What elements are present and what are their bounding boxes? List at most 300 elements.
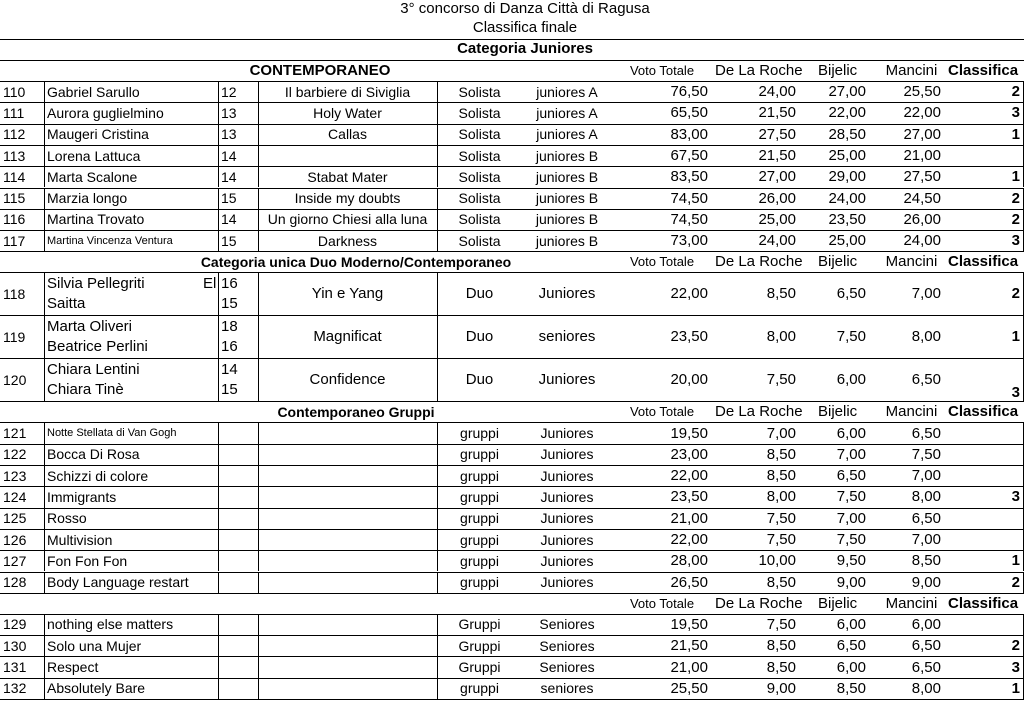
column-header-total: Voto Totale (629, 404, 695, 420)
entry-number: 110 (3, 83, 26, 100)
column-header-rank: Classifica (948, 594, 1019, 612)
entry-category: juniores B (535, 211, 599, 228)
table-row (0, 486, 1024, 507)
table-row (0, 401, 1024, 422)
entry-type: Solista (458, 83, 501, 100)
entry-name: Martina Trovato (47, 211, 145, 228)
piece-title (258, 145, 437, 166)
entry-type: gruppi (460, 552, 499, 569)
judge2-score: 27,00 (828, 83, 866, 101)
final-rank (945, 508, 1024, 529)
judge3-score: 8,50 (911, 552, 941, 570)
column-header-judge2: Bijelic (818, 253, 858, 271)
judge1-score: 8,50 (766, 573, 796, 591)
dancer-name: Silvia Pellegriti (47, 274, 145, 292)
entry-category: juniores B (535, 232, 599, 249)
entry-type: gruppi (460, 425, 499, 442)
total-score: 22,00 (670, 467, 708, 485)
dancer-age (218, 444, 258, 465)
dancer-names (44, 272, 218, 315)
piece-title (258, 444, 437, 465)
judge1-score: 21,50 (758, 104, 796, 122)
final-rank (945, 465, 1024, 486)
entry-type: Solista (458, 168, 501, 185)
piece-title (258, 508, 437, 529)
judge2-score: 7,50 (836, 531, 866, 549)
piece-title (258, 614, 437, 635)
entry-number: 119 (3, 328, 26, 345)
piece-title (258, 635, 437, 656)
entry-name: Gabriel Sarullo (47, 83, 140, 100)
judge1-score: 7,00 (766, 424, 796, 442)
column-header-total: Voto Totale (629, 63, 695, 78)
column-header-judge1: De La Roche (715, 253, 803, 271)
judge3-score: 7,00 (911, 531, 941, 549)
judge2-score: 6,50 (836, 285, 866, 303)
column-header-judge2: Bijelic (818, 62, 858, 79)
dancer-age: 14 (221, 360, 238, 378)
entry-number: 126 (3, 531, 27, 548)
column-header-judge2: Bijelic (818, 594, 858, 612)
dancer-age (218, 529, 258, 550)
entry-category: seniores (538, 328, 596, 346)
judge1-score: 8,50 (766, 637, 796, 655)
column-header-judge3: Mancini (885, 594, 938, 612)
entry-number: 127 (3, 552, 27, 569)
entry-number: 113 (3, 147, 26, 164)
entry-number: 131 (3, 659, 27, 676)
entry-category: Juniores (540, 446, 594, 463)
dancer-age: 14 (221, 168, 237, 185)
final-rank (945, 614, 1024, 635)
entry-name: nothing else matters (47, 616, 174, 633)
final-rank (945, 422, 1024, 443)
judge1-score: 26,00 (758, 189, 796, 207)
table-row (0, 678, 1024, 699)
entry-type: gruppi (460, 574, 499, 591)
entry-type: Duo (465, 285, 494, 303)
entry-type: Solista (458, 190, 501, 207)
entry-number: 125 (3, 510, 27, 527)
table-row (0, 635, 1024, 656)
final-rank: 2 (1011, 573, 1020, 591)
total-score: 21,00 (670, 509, 708, 527)
entry-name: Aurora guglielmino (47, 104, 164, 121)
entry-type: gruppi (460, 531, 499, 548)
category-title: Categoria Juniores (457, 40, 593, 57)
dancer-age: 13 (221, 104, 237, 121)
table-row (0, 550, 1024, 571)
judge2-score: 9,00 (836, 573, 866, 591)
piece-title: Un giorno Chiesi alla luna (267, 211, 428, 228)
judge3-score: 8,00 (911, 488, 941, 506)
column-header-rank: Classifica (948, 62, 1019, 79)
final-rank: 2 (1011, 210, 1020, 228)
section-title: Contemporaneo Gruppi (277, 403, 435, 420)
name-overflow: El (203, 274, 217, 292)
entry-category: Seniores (539, 616, 595, 633)
entry-category: juniores B (535, 147, 599, 164)
dancer-names (44, 358, 218, 401)
judge2-score: 7,50 (836, 328, 866, 346)
table-row (0, 358, 1024, 401)
judge2-score: 23,50 (828, 210, 866, 228)
entry-category: Juniores (540, 510, 594, 527)
dancer-age: 15 (221, 294, 238, 312)
entry-category: juniores B (535, 168, 599, 185)
column-header-judge1: De La Roche (715, 403, 803, 421)
entry-type: Duo (465, 371, 494, 389)
entry-category: Juniores (540, 531, 594, 548)
entry-category: seniores (540, 680, 594, 697)
dancer-age (218, 508, 258, 529)
judge1-score: 8,00 (766, 488, 796, 506)
dancer-age: 15 (221, 190, 237, 207)
judge2-score: 25,00 (828, 147, 866, 165)
piece-title: Il barbiere di Siviglia (284, 83, 411, 100)
entry-type: gruppi (460, 510, 499, 527)
entry-name: Marta Scalone (47, 168, 138, 185)
entry-number: 130 (3, 637, 27, 654)
document-subtitle: Classifica finale (472, 19, 578, 36)
piece-title: Holy Water (313, 104, 382, 121)
piece-title (258, 550, 437, 571)
entry-name: Rosso (47, 510, 87, 527)
judge1-score: 21,50 (758, 147, 796, 165)
entry-number: 132 (3, 680, 27, 697)
column-header-total: Voto Totale (629, 254, 695, 270)
table-row (0, 145, 1024, 166)
entry-number: 114 (3, 168, 26, 185)
judge1-score: 25,00 (758, 210, 796, 228)
judge1-score: 8,50 (766, 445, 796, 463)
total-score: 83,00 (670, 125, 708, 143)
judge3-score: 6,50 (911, 509, 941, 527)
table-row (0, 422, 1024, 443)
piece-title: Inside my doubts (294, 190, 401, 207)
piece-title: Confidence (309, 371, 386, 389)
judge2-score: 6,50 (836, 467, 866, 485)
judge1-score: 9,00 (766, 679, 796, 697)
piece-title: Yin e Yang (311, 285, 384, 303)
column-header-judge2: Bijelic (818, 403, 858, 421)
judge3-score: 6,50 (911, 637, 941, 655)
judge2-score: 22,00 (828, 104, 866, 122)
dancer-names (44, 315, 218, 358)
judge2-score: 24,00 (828, 189, 866, 207)
total-score: 67,50 (670, 147, 708, 165)
final-rank: 3 (1011, 384, 1020, 402)
entry-number: 122 (3, 446, 27, 463)
table-row (0, 465, 1024, 486)
judge3-score: 9,00 (911, 573, 941, 591)
entry-name: Lorena Lattuca (47, 147, 141, 164)
table-row (0, 230, 1024, 251)
judge3-score: 6,50 (911, 371, 941, 389)
entry-type: Solista (458, 211, 501, 228)
row-border (0, 699, 1024, 700)
judge3-score: 26,00 (903, 210, 941, 228)
table-row (0, 529, 1024, 550)
judge3-score: 7,50 (911, 445, 941, 463)
total-score: 20,00 (670, 371, 708, 389)
final-rank: 1 (1011, 168, 1020, 186)
final-rank: 1 (1011, 125, 1020, 143)
judge1-score: 7,50 (766, 371, 796, 389)
total-score: 83,50 (670, 168, 708, 186)
judge2-score: 28,50 (828, 125, 866, 143)
table-row (0, 656, 1024, 677)
table-row (0, 81, 1024, 102)
final-rank: 2 (1011, 189, 1020, 207)
judge2-score: 6,00 (836, 371, 866, 389)
entry-category: Seniores (539, 637, 595, 654)
entry-name: Respect (47, 659, 99, 676)
total-score: 23,50 (670, 488, 708, 506)
entry-type: gruppi (460, 467, 499, 484)
entry-number: 120 (3, 371, 27, 388)
judge3-score: 22,00 (903, 104, 941, 122)
table-row (0, 614, 1024, 635)
table-row (0, 209, 1024, 230)
judge1-score: 7,50 (766, 509, 796, 527)
document-title: 3° concorso di Danza Città di Ragusa (400, 0, 650, 17)
judge3-score: 8,00 (911, 328, 941, 346)
entry-number: 111 (3, 104, 25, 121)
entry-type: Gruppi (458, 616, 501, 633)
judge3-score: 25,50 (903, 83, 941, 101)
table-row (0, 188, 1024, 209)
dancer-name: Marta Oliveri (47, 317, 133, 335)
total-score: 23,00 (670, 445, 708, 463)
final-rank: 3 (1011, 488, 1020, 506)
entry-number: 117 (3, 232, 26, 249)
column-header-judge1: De La Roche (715, 594, 803, 612)
table-row (0, 315, 1024, 358)
final-rank: 2 (1011, 83, 1020, 101)
entry-category: Seniores (539, 659, 595, 676)
total-score: 25,50 (670, 679, 708, 697)
entry-type: Solista (458, 147, 501, 164)
piece-title: Callas (328, 126, 367, 143)
judge2-score: 7,50 (836, 488, 866, 506)
table-row (0, 508, 1024, 529)
table-row (0, 572, 1024, 593)
final-rank: 2 (1011, 285, 1020, 303)
entry-type: Solista (458, 232, 501, 249)
total-score: 28,00 (670, 552, 708, 570)
dancer-age (218, 678, 258, 699)
judge3-score: 6,50 (911, 424, 941, 442)
total-score: 65,50 (670, 104, 708, 122)
entry-name: Marzia longo (47, 190, 128, 207)
dancer-age (218, 656, 258, 677)
entry-type: Gruppi (458, 659, 501, 676)
dancer-name: Beatrice Perlini (47, 337, 148, 355)
judge1-score: 7,50 (766, 615, 796, 633)
piece-title (258, 678, 437, 699)
dancer-age: 18 (221, 317, 238, 335)
entry-name: Martina Vincenza Ventura (47, 234, 173, 247)
entry-name: Bocca Di Rosa (47, 446, 140, 463)
dancer-ages (218, 358, 258, 401)
table-row (0, 102, 1024, 123)
entry-category: juniores B (535, 190, 599, 207)
judge2-score: 6,00 (836, 424, 866, 442)
entry-name: Body Language restart (47, 574, 189, 591)
final-rank: 1 (1011, 552, 1020, 570)
table-row (0, 60, 1024, 81)
judge3-score: 27,00 (903, 125, 941, 143)
total-score: 74,50 (670, 189, 708, 207)
entry-type: gruppi (460, 680, 499, 697)
column-header-judge3: Mancini (885, 253, 938, 271)
entry-name: Schizzi di colore (47, 467, 149, 484)
piece-title (258, 656, 437, 677)
total-score: 21,50 (670, 637, 708, 655)
total-score: 23,50 (670, 328, 708, 346)
judge3-score: 6,00 (911, 615, 941, 633)
total-score: 73,00 (670, 232, 708, 250)
column-header-judge3: Mancini (885, 403, 938, 421)
dancer-name: Chiara Tinè (47, 380, 124, 398)
dancer-age (218, 550, 258, 571)
total-score: 21,00 (670, 658, 708, 676)
entry-number: 118 (3, 285, 26, 302)
column-header-judge3: Mancini (885, 62, 938, 79)
total-score: 19,50 (670, 424, 708, 442)
table-row (0, 124, 1024, 145)
piece-title: Darkness (317, 232, 378, 249)
entry-type: gruppi (460, 488, 499, 505)
judge1-score: 8,50 (766, 467, 796, 485)
judge1-score: 24,00 (758, 83, 796, 101)
judge2-score: 6,00 (836, 658, 866, 676)
entry-name: Maugeri Cristina (47, 126, 149, 143)
judge3-score: 7,00 (911, 467, 941, 485)
column-header-judge1: De La Roche (715, 62, 803, 79)
judge1-score: 8,00 (766, 328, 796, 346)
judge2-score: 29,00 (828, 168, 866, 186)
final-rank (945, 145, 1024, 166)
entry-type: Solista (458, 104, 501, 121)
final-rank (945, 444, 1024, 465)
entry-number: 116 (3, 211, 26, 228)
dancer-age (218, 635, 258, 656)
dancer-age: 16 (221, 274, 238, 292)
column-header-rank: Classifica (948, 253, 1019, 271)
dancer-name: Saitta (47, 294, 86, 312)
table-row (0, 251, 1024, 272)
table-row (0, 166, 1024, 187)
total-score: 19,50 (670, 615, 708, 633)
dancer-age (218, 614, 258, 635)
entry-name: Absolutely Bare (47, 680, 146, 697)
entry-type: Solista (458, 126, 501, 143)
judge2-score: 9,50 (836, 552, 866, 570)
entry-type: Gruppi (458, 637, 501, 654)
judge1-score: 8,50 (766, 285, 796, 303)
entry-category: Juniores (540, 425, 594, 442)
entry-type: gruppi (460, 446, 499, 463)
entry-name: Immigrants (47, 488, 117, 505)
piece-title: Magnificat (313, 328, 382, 346)
column-header-total: Voto Totale (629, 595, 695, 611)
piece-title (258, 486, 437, 507)
entry-type: Duo (465, 328, 494, 346)
final-rank: 2 (1011, 637, 1020, 655)
total-score: 76,50 (670, 83, 708, 101)
table-row (0, 593, 1024, 614)
dancer-age: 16 (221, 337, 238, 355)
dancer-age: 15 (221, 232, 237, 249)
entry-category: Juniores (540, 552, 594, 569)
entry-category: Juniores (538, 371, 596, 389)
judge2-score: 7,00 (836, 445, 866, 463)
piece-title: Stabat Mater (307, 168, 388, 185)
judge1-score: 24,00 (758, 232, 796, 250)
dancer-age: 14 (221, 147, 237, 164)
total-score: 74,50 (670, 210, 708, 228)
table-row (0, 272, 1024, 315)
dancer-age (218, 486, 258, 507)
judge3-score: 27,50 (903, 168, 941, 186)
column-header-rank: Classifica (948, 403, 1019, 421)
piece-title (258, 529, 437, 550)
judge3-score: 6,50 (911, 658, 941, 676)
judge1-score: 8,50 (766, 658, 796, 676)
dancer-age (218, 572, 258, 593)
judge2-score: 7,00 (836, 509, 866, 527)
entry-number: 121 (3, 425, 27, 442)
final-rank: 3 (1011, 232, 1020, 250)
piece-title (258, 465, 437, 486)
section-title: Categoria unica Duo Moderno/Contemporaneo (200, 253, 512, 270)
judge1-score: 27,50 (758, 125, 796, 143)
dancer-age: 13 (221, 126, 237, 143)
entry-name: Multivision (47, 531, 113, 548)
judge3-score: 24,50 (903, 189, 941, 207)
entry-category: Juniores (538, 285, 596, 303)
entry-category: juniores A (536, 104, 598, 121)
judge2-score: 6,50 (836, 637, 866, 655)
entry-number: 123 (3, 467, 27, 484)
total-score: 26,50 (670, 573, 708, 591)
dancer-ages (218, 315, 258, 358)
final-rank: 1 (1011, 328, 1020, 346)
entry-category: Juniores (540, 488, 594, 505)
table-row (0, 444, 1024, 465)
entry-number: 129 (3, 616, 27, 633)
entry-name: Notte Stellata di Van Gogh (47, 427, 177, 440)
judge1-score: 7,50 (766, 531, 796, 549)
entry-number: 115 (3, 190, 26, 207)
dancer-age (218, 465, 258, 486)
entry-category: juniores A (536, 83, 598, 100)
judge3-score: 24,00 (903, 232, 941, 250)
entry-number: 128 (3, 574, 27, 591)
dancer-ages (218, 272, 258, 315)
entry-category: Juniores (540, 574, 594, 591)
dancer-name: Chiara Lentini (47, 360, 140, 378)
judge1-score: 27,00 (758, 168, 796, 186)
entry-name: Solo una Mujer (47, 637, 142, 654)
judge3-score: 7,00 (911, 285, 941, 303)
dancer-age: 15 (221, 380, 238, 398)
judge3-score: 8,00 (911, 679, 941, 697)
judge1-score: 10,00 (758, 552, 796, 570)
entry-category: juniores A (536, 126, 598, 143)
